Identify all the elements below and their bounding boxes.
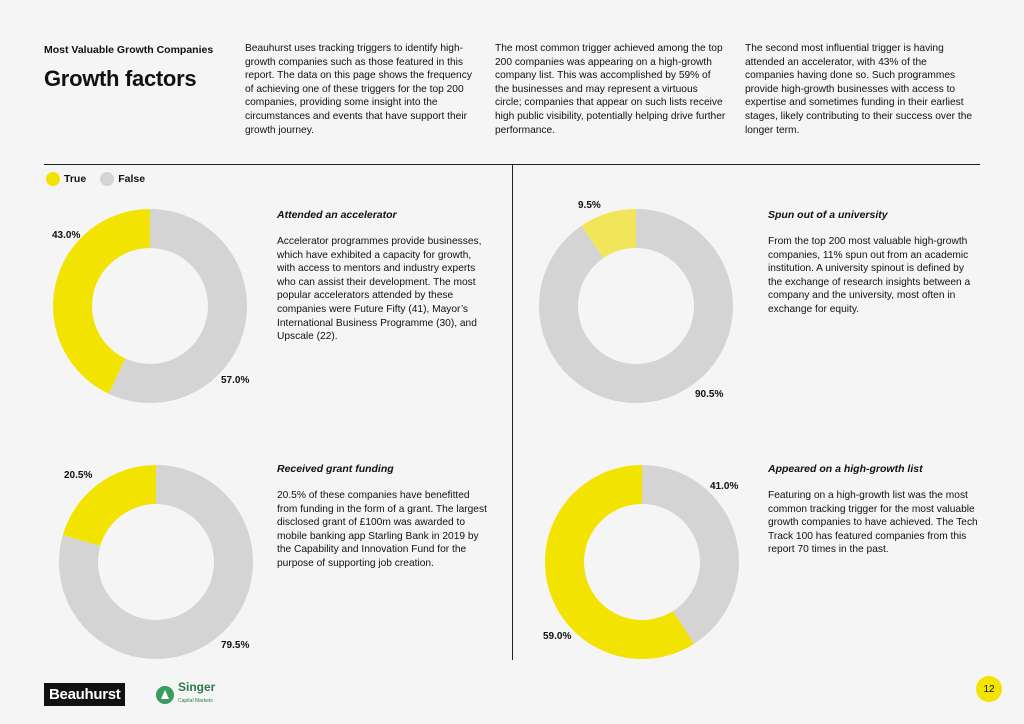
- singer-logo-subtitle: Capital Markets: [178, 698, 213, 704]
- data-label-university-true: 9.5%: [578, 200, 601, 211]
- section-body: From the top 200 most valuable high-growth companies, 11% spun out from an academic institution. A university spinout is defined by the exchange of research insights between a company and the university, most often in exchange for equity.: [768, 236, 971, 315]
- legend-swatch-true: [46, 172, 60, 186]
- legend-label-false: False: [118, 173, 146, 185]
- beauhurst-logo: Beauhurst: [44, 683, 125, 706]
- section-highgrowth-list: [768, 463, 980, 557]
- intro-paragraph-1: Beauhurst uses tracking triggers to identify high-growth companies such as those featured in this report. The data on this page shows the frequency of achieving one of these triggers for the top 200 companies, providing some insight into the circumstances and events that have support their growth journey.: [245, 43, 472, 136]
- donut-chart-grant: [56, 462, 256, 662]
- section-accelerator: [277, 209, 489, 344]
- section-heading: Appeared on a high-growth list: [768, 463, 923, 475]
- data-label-list-true: 59.0%: [543, 631, 572, 642]
- singer-logo: [156, 682, 215, 707]
- data-label-grant-false: 79.5%: [221, 640, 250, 651]
- data-label-university-false: 90.5%: [695, 389, 724, 400]
- vertical-divider: [512, 164, 513, 660]
- intro-paragraph-3: The second most influential trigger is having attended an accelerator, with 43% of the companies having done so. Such programmes provide high-growth businesses with access to expertise and sometimes funding in their earliest stages, likely contributing to their success over the longer term.: [745, 43, 973, 136]
- intro-paragraph-2: The most common trigger achieved among the top 200 companies was appearing on a high-growth company list. This was accomplished by 59% of the businesses and may represent a virtuous circle; companies that appear on such lists receive high public visibility, potentially helping drive further performance.: [495, 43, 726, 136]
- legend-item-true: [46, 172, 86, 186]
- section-university: [768, 209, 980, 317]
- data-label-accelerator-false: 57.0%: [221, 375, 250, 386]
- singer-logo-name: Singer: [178, 680, 216, 694]
- section-body: Accelerator programmes provide businesses, which have exhibited a capacity for growth, with access to mentors and industry experts who can assist their development. The most popular accelerators attended by these companies were Future Fifty (41), Mayor’s International Business Programme (30), and Upscale (22).: [277, 236, 482, 343]
- legend-swatch-false: [100, 172, 114, 186]
- section-body: Featuring on a high-growth list was the most common tracking trigger for the most valuable growth companies to have achieved. The Tech Track 100 has featured companies from this report 70 times in the past.: [768, 490, 978, 556]
- data-label-grant-true: 20.5%: [64, 470, 93, 481]
- section-heading: Received grant funding: [277, 463, 394, 475]
- legend-label-true: True: [64, 173, 87, 185]
- data-label-accelerator-true: 43.0%: [52, 230, 81, 241]
- donut-chart-highgrowth-list: [542, 462, 742, 662]
- singer-logo-icon: [156, 686, 174, 704]
- section-heading: Spun out of a university: [768, 209, 888, 221]
- donut-chart-university: [536, 206, 736, 406]
- singer-logo-text: [178, 682, 215, 707]
- report-kicker: Most Valuable Growth Companies: [44, 44, 214, 56]
- legend-item-false: [100, 172, 145, 186]
- section-body: 20.5% of these companies have benefitted from funding in the form of a grant. The largest disclosed grant of £100m was awarded to mobile banking app Starling Bank in 2019 by the Capability and Innovation Fund for the purpose of supporting job creation.: [277, 490, 487, 569]
- data-label-list-false: 41.0%: [710, 481, 739, 492]
- page-number: 12: [976, 676, 1002, 702]
- page-title: Growth factors: [44, 66, 197, 91]
- section-heading: Attended an accelerator: [277, 209, 397, 221]
- chart-legend: [46, 172, 153, 186]
- section-grant: [277, 463, 489, 571]
